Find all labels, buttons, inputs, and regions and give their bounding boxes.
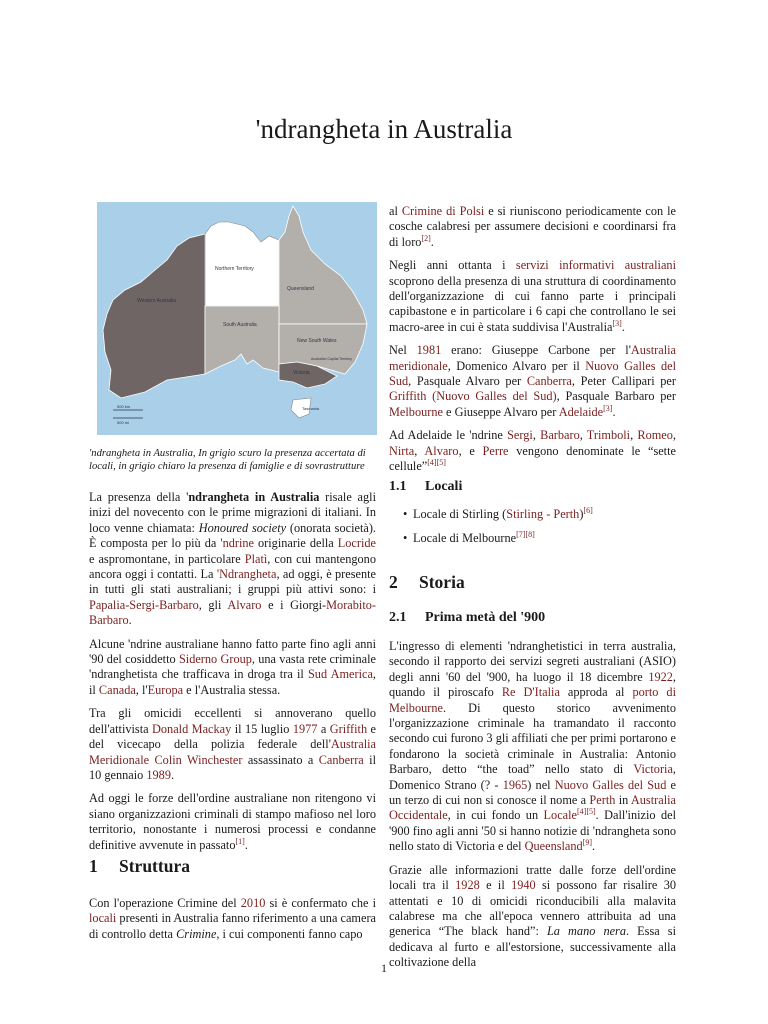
link-1922[interactable]: 1922 xyxy=(648,669,673,684)
right-bullets xyxy=(389,507,676,556)
link-ndrine[interactable]: 'ndrine xyxy=(220,536,254,551)
link-griffith-r[interactable]: Griffith (Nuovo Galles del Sud) xyxy=(389,389,557,404)
link-1977[interactable]: 1977 xyxy=(292,721,318,736)
left-column xyxy=(89,490,376,861)
link-victoria[interactable]: Victoria xyxy=(633,762,673,777)
right-column-bottom xyxy=(389,639,676,979)
map-label-tasmania: Tasmania xyxy=(302,406,320,411)
map-label-act: Australian Capital Territory xyxy=(311,357,352,361)
link-canberra-r[interactable]: Canberra xyxy=(526,374,572,389)
link-trimboli[interactable]: Trimboli xyxy=(586,428,631,443)
link-re-ditalia[interactable]: Re D'Italia xyxy=(501,685,560,700)
paragraph-siderno: Alcune 'ndrine australiane hanno fatto parte fino agli anni '90 del cosiddetto Siderno Group, una vasta rete criminale 'ndranghetista che trafficava in droga tra il Sud America, il Canada, l'Europa e l'Australia stessa. xyxy=(89,636,376,697)
link-morabito[interactable]: Morabito-Barbaro xyxy=(89,597,376,628)
ref-2[interactable]: [2] xyxy=(421,233,431,243)
ref-3[interactable]: [3] xyxy=(612,318,622,328)
link-perre[interactable]: Perre xyxy=(482,443,509,458)
link-donald-mackay[interactable]: Donald Mackay xyxy=(152,721,232,736)
link-canberra[interactable]: Canberra xyxy=(318,752,364,767)
paragraph-polsi: al Crimine di Polsi e si riuniscono periodicamente con le cosche calabresi per assumere decisioni e coordinarsi fra di loro[2]. xyxy=(389,204,677,249)
link-queensland[interactable]: Queensland xyxy=(524,839,583,854)
link-1989[interactable]: 1989 xyxy=(146,767,171,782)
link-1981[interactable]: 1981 xyxy=(416,343,442,358)
link-nirta[interactable]: Nirta xyxy=(389,443,415,458)
link-australia-meridionale-r[interactable]: Australia meridionale xyxy=(389,343,676,373)
ref-7-8[interactable]: [7][8] xyxy=(516,530,535,540)
link-1940[interactable]: 1940 xyxy=(511,878,536,893)
map-scale-km: 500 km xyxy=(117,404,131,409)
paragraph-grazie: Grazie alle informazioni tratte dalle forze dell'ordine locali tra il 1928 e il 1940 si possono far risalire 30 attentati e 10 di omicidi riconducibili alla malavita calabrese ma che all'epoca vennero attribuita ad una generica “The black hand”: La mano nera. Essa si dedicava al furto e all'estorsione, successivamente alla coltivazione della xyxy=(389,862,676,970)
link-1928[interactable]: 1928 xyxy=(455,878,480,893)
link-nuovo-galles-2[interactable]: Nuovo Galles del Sud xyxy=(554,777,667,792)
map-label-western-australia: Western Australia xyxy=(137,298,177,304)
link-barbaro[interactable]: Barbaro xyxy=(540,428,580,443)
link-sud-america[interactable]: Sud America xyxy=(307,667,373,682)
subsection-heading-prima-meta: 2.1 Prima metà del '900 xyxy=(389,610,546,625)
map-label-new-south-wales: New South Wales xyxy=(297,338,337,344)
ref-4-5b[interactable]: [4][5] xyxy=(576,807,596,817)
link-servizi-informativi[interactable]: servizi informativi australiani xyxy=(515,258,676,273)
link-locale[interactable]: Locale xyxy=(543,808,577,823)
paragraph-anni-ottanta: Negli anni ottanta i servizi informativi australiani scoprono della presenza di una struttura di coordinamento dell'organizzazione di cui fanno parte i principali capibastone e in particolare i 6 capi che controllano le sei macro-aree in cui è stata suddivisa l'Australia[3]. xyxy=(389,258,676,334)
link-locali[interactable]: locali xyxy=(89,911,117,926)
map-label-victoria: Victoria xyxy=(293,370,310,376)
link-romeo[interactable]: Romeo xyxy=(637,428,673,443)
link-alvaro-r[interactable]: Alvaro xyxy=(424,443,459,458)
map-label-queensland: Queensland xyxy=(287,286,314,292)
paragraph-oggi: Ad oggi le forze dell'ordine australiane non ritengono vi siano organizzazioni criminali di stampo mafioso nel loro territorio, nonostante i numerosi processi e condanne definitive avvenute in passato[1]. xyxy=(89,791,376,852)
link-nuovo-galles[interactable]: Nuovo Galles del Sud xyxy=(389,358,677,389)
link-ndrangheta[interactable]: 'Ndrangheta xyxy=(216,567,277,582)
link-melbourne[interactable]: Melbourne xyxy=(389,404,443,419)
link-adelaide[interactable]: Adelaide xyxy=(558,404,604,419)
link-crimine-di-polsi[interactable]: Crimine di Polsi xyxy=(401,204,485,218)
link-canada[interactable]: Canada xyxy=(98,682,136,697)
left-column-bottom xyxy=(89,896,376,950)
link-australia-meridionale[interactable]: Australia Meridionale xyxy=(89,737,376,767)
paragraph-struttura: Con l'operazione Crimine del 2010 si è confermato che i locali presenti in Australia fanno riferimento a una camera di controllo detta Crimine, i cui componenti fanno capo xyxy=(89,896,376,941)
australia-map-figure xyxy=(97,202,377,435)
link-europa[interactable]: Europa xyxy=(147,682,184,697)
section-heading-struttura: 1 Struttura xyxy=(89,856,190,876)
figure-caption: 'ndrangheta in Australia, In grigio scuro la presenza accertata di locali, in grigio chiaro la presenza di famiglie e di sovrastrutture xyxy=(89,448,366,472)
list-item: • Locale di Melbourne[7][8] xyxy=(403,531,676,546)
link-locride[interactable]: Locride xyxy=(337,536,377,551)
link-plati[interactable]: Platì xyxy=(244,551,268,566)
paragraph-1981: Nel 1981 erano: Giuseppe Carbone per l'Australia meridionale, Domenico Alvaro per il Nuovo Galles del Sud, Pasquale Alvaro per Canberra, Peter Callipari per Griffith (Nuovo Galles del Sud), Pasquale Barbaro per Melbourne e Giuseppe Alvaro per Adelaide[3]. xyxy=(389,343,677,419)
page-number: 1 xyxy=(381,961,387,975)
ref-4-5[interactable]: [4][5] xyxy=(427,458,446,467)
right-column-top xyxy=(389,204,676,483)
map-label-south-australia: South Australia xyxy=(223,322,257,328)
paragraph-adelaide: Ad Adelaide le 'ndrine Sergi, Barbaro, Trimboli, Romeo, Nirta, Alvaro, e Perre vengono denominate le “sette cellule”[4][5] xyxy=(389,428,676,474)
link-colin-winchester[interactable]: Colin Winchester xyxy=(154,752,243,767)
section-heading-storia: 2 Storia xyxy=(389,572,465,592)
paragraph-omicidi: Tra gli omicidi eccellenti si annoverano quello dell'attivista Donald Mackay il 15 luglio 1977 a Griffith e del vicecapo della polizia federale dell'Australia Meridionale Colin Winchester assassinato a Canberra il 10 gennaio 1989. xyxy=(89,706,376,782)
page-title: 'ndrangheta in Australia xyxy=(255,114,513,144)
link-1965[interactable]: 1965 xyxy=(502,777,528,792)
map-label-northern-territory: Northern Territory xyxy=(215,266,254,272)
map-scale-mi: 500 mi xyxy=(117,420,130,425)
ref-1[interactable]: [1] xyxy=(235,836,245,846)
link-alvaro[interactable]: Alvaro xyxy=(227,597,262,612)
ref-3b[interactable]: [3] xyxy=(603,403,613,413)
link-porto-melbourne[interactable]: porto di Melbourne xyxy=(389,685,676,715)
link-siderno-group[interactable]: Siderno Group xyxy=(178,652,252,667)
link-perth[interactable]: Perth xyxy=(589,793,616,808)
ref-6[interactable]: [6] xyxy=(583,505,593,515)
link-griffith[interactable]: Griffith xyxy=(329,721,368,736)
locali-list xyxy=(389,507,676,547)
subsection-heading-locali: 1.1 Locali xyxy=(389,479,463,494)
link-2010[interactable]: 2010 xyxy=(240,896,266,910)
ref-9[interactable]: [9] xyxy=(582,838,593,848)
link-sergi[interactable]: Sergi xyxy=(507,428,533,443)
link-papalia[interactable]: Papalia-Sergi-Barbaro xyxy=(89,597,199,612)
link-australia-occidentale[interactable]: Australia Occidentale xyxy=(389,793,676,823)
paragraph-ingresso: L'ingresso di elementi 'ndranghetistici in terra australia, secondo il rapporto dei servizi segreti australiani (ASIO) degli anni '60 del '900, ha luogo il 18 dicembre 1922, quando il piroscafo Re D'Italia approda al porto di Melbourne. Di questo storico avvenimento l'organizzazione criminale ha tramandato il racconto secondo cui furono 3 gli affiliati che per primi portarono e fondarono la società criminale in Australia: Antonio Barbaro, detto “the toad” nello stato di Victoria, Domenico Strano (? - 1965) nel Nuovo Galles del Sud e un terzo di cui non si conosce il nome a Perth in Australia Occidentale, in cui fondo un Locale[4][5]. Dall'inizio del '900 fino agli anni '50 si hanno notizie di 'ndrangheta sono nello stato di Victoria e del Queensland[9]. xyxy=(389,639,676,854)
link-stirling-perth[interactable]: Stirling - Perth xyxy=(506,507,580,521)
list-item: • Locale di Stirling (Stirling - Perth)[6] xyxy=(403,507,676,522)
paragraph-intro: La presenza della 'ndrangheta in Australia risale agli inizi del novecento con le prime migrazioni di italiani. In loco venne chiamata: Honoured society (onorata società). È composta per lo più da 'ndrine originarie della Locride e aspromontane, in particolare Platì, con cui mantengono ancora oggi i contatti. La 'Ndrangheta, ad oggi, è presente in tutti gli stati australiani; i gruppi più attivi sono: i Papalia-Sergi-Barbaro, gli Alvaro e i Giorgi-Morabito-Barbaro. xyxy=(89,490,377,628)
